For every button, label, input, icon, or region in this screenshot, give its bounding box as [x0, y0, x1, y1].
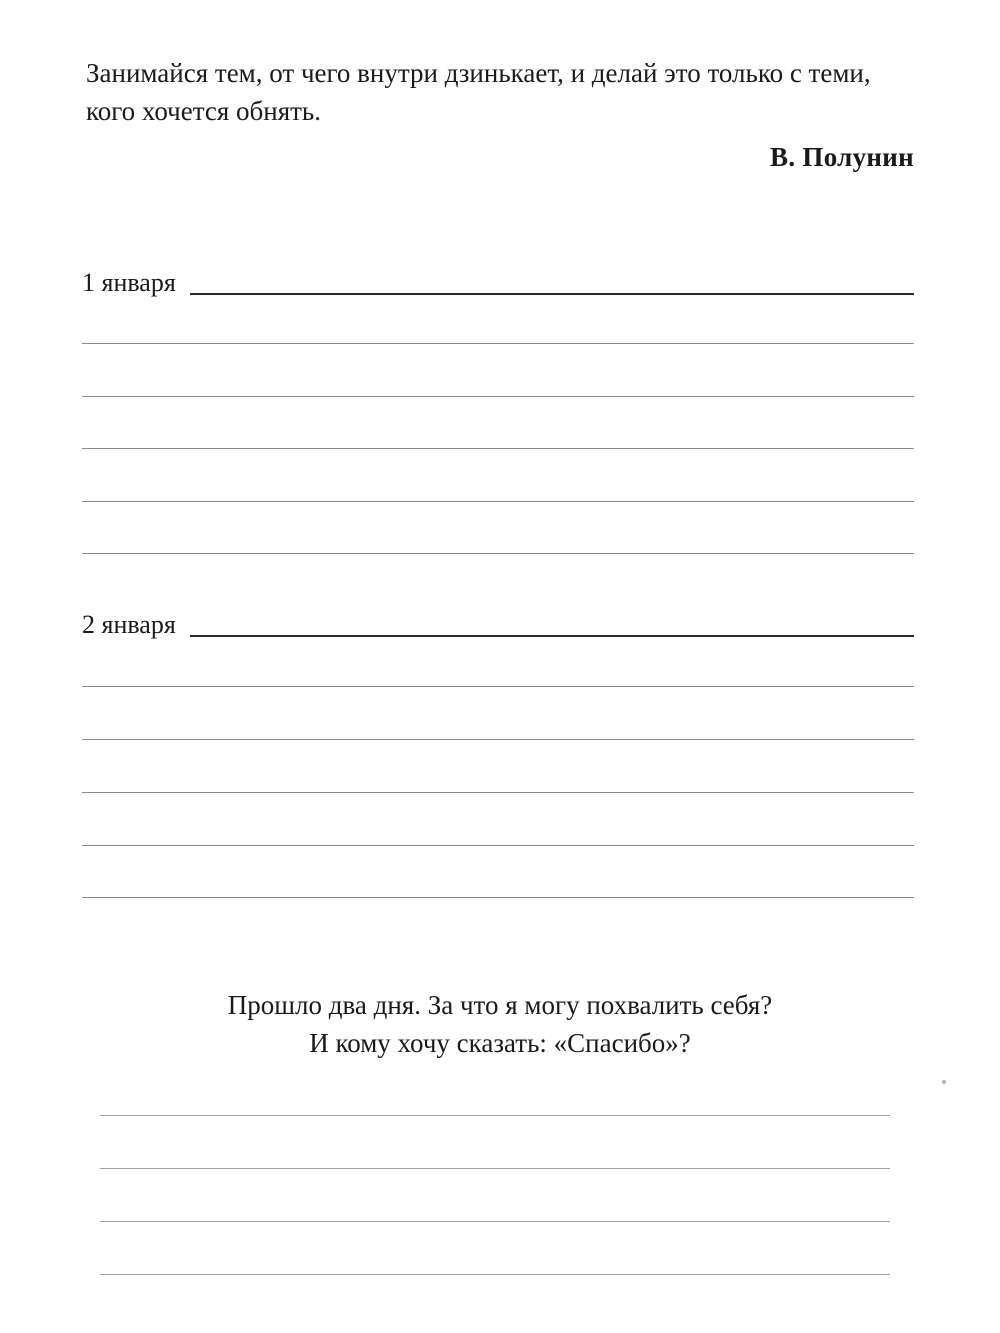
reflection-prompt-line-1: Прошло два дня. За что я могу похвалить себя? [227, 990, 773, 1020]
entry-1-write-line[interactable] [82, 343, 914, 344]
entry-2-date-rule[interactable] [190, 635, 914, 637]
reflection-write-line[interactable] [100, 1221, 890, 1222]
entry-2-write-line[interactable] [82, 739, 914, 740]
entry-1-date-rule[interactable] [190, 293, 914, 295]
reflection-prompt-line-2: И кому хочу сказать: «Спасибо»? [309, 1028, 691, 1058]
entry-2-header [82, 600, 914, 640]
entry-2-write-line[interactable] [82, 845, 914, 846]
entry-2-write-line[interactable] [82, 897, 914, 898]
entry-1-header [82, 258, 914, 298]
reflection-prompt [0, 986, 1000, 1062]
entry-1-write-line[interactable] [82, 448, 914, 449]
entry-2-write-line[interactable] [82, 792, 914, 793]
entry-1-date: 1 января [82, 268, 176, 297]
entry-2-date: 2 января [82, 610, 176, 639]
entry-1-write-line[interactable] [82, 553, 914, 554]
entry-1-write-line[interactable] [82, 501, 914, 502]
entry-2-write-line[interactable] [82, 686, 914, 687]
reflection-write-line[interactable] [100, 1168, 890, 1169]
reflection-write-line[interactable] [100, 1274, 890, 1275]
entry-1-write-line[interactable] [82, 396, 914, 397]
quote-author: В. Полунин [770, 142, 914, 172]
quote-text: Занимайся тем, от чего внутри дзинькает, и делай это только с теми, кого хочется обнять. [86, 58, 871, 126]
reflection-write-line[interactable] [100, 1115, 890, 1116]
scan-speck [942, 1080, 946, 1084]
